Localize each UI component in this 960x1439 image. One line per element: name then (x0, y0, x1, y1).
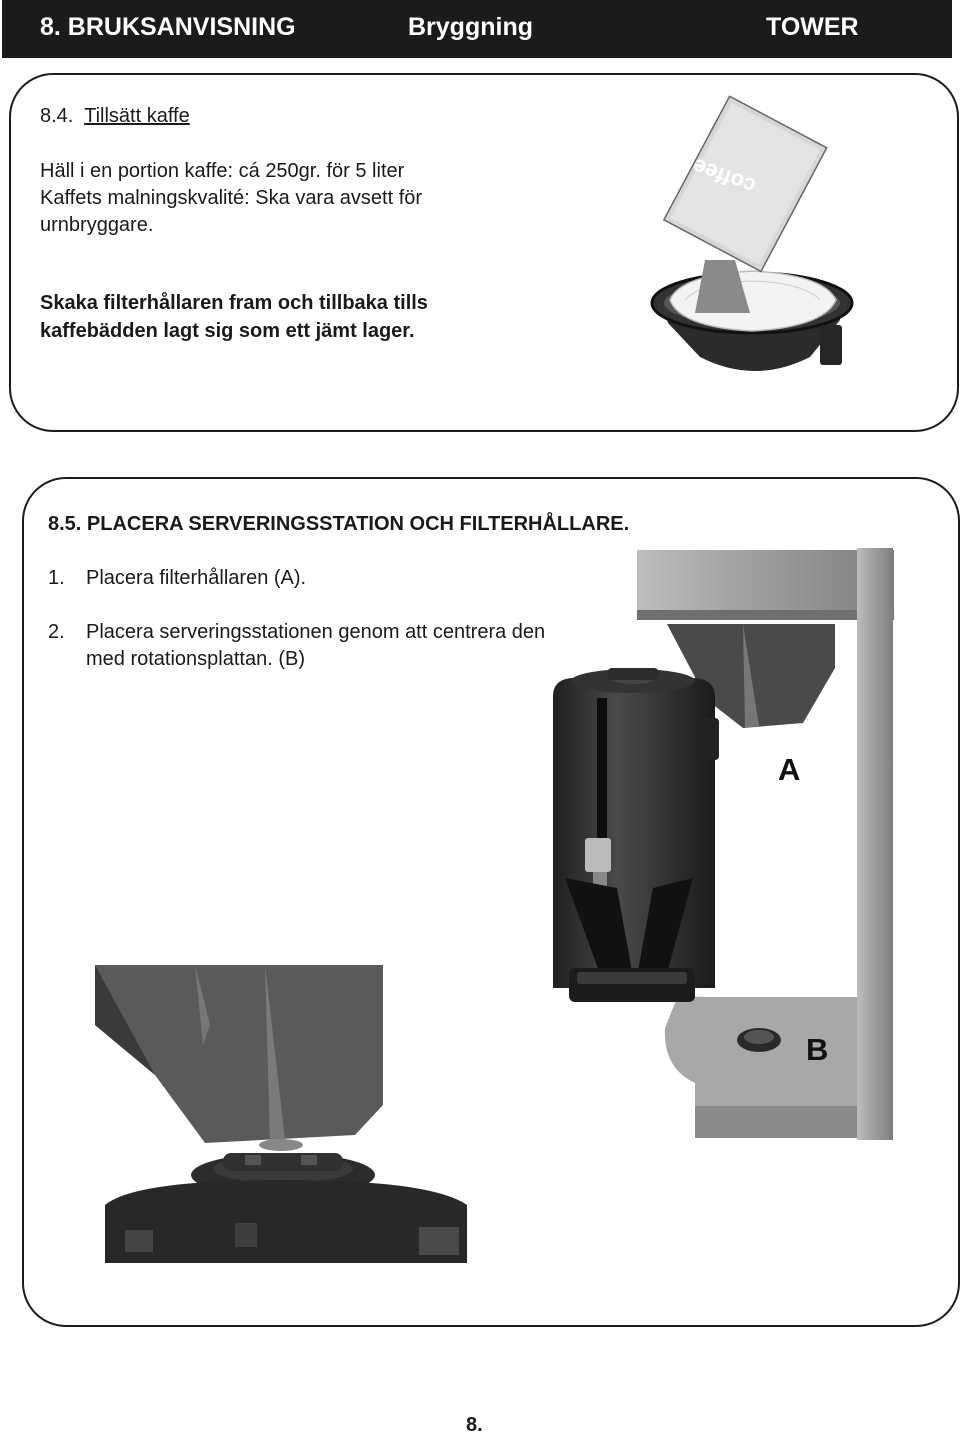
page-number: 8. (466, 1414, 483, 1436)
instruction-line-3: urnbryggare. (40, 214, 154, 236)
header-section: Bryggning (408, 13, 533, 41)
section-85-title: 8.5. PLACERA SERVERINGSSTATION OCH FILTERHÅLLARE. (48, 513, 630, 535)
label-rotation-plate-b: B (806, 1032, 829, 1067)
coffee-filter-illustration (640, 95, 870, 395)
header-chapter: 8. BRUKSANVISNING (40, 13, 296, 41)
coffee-bag-label: coffee (689, 153, 759, 200)
step-1-text: Placera filterhållaren (A). (86, 567, 307, 589)
step-2-text-line-1: Placera serveringsstationen genom att centrera den (86, 621, 546, 643)
header-brand: TOWER (766, 13, 859, 41)
shake-instruction-1: Skaka filterhållaren fram och tillbaka tills (40, 292, 428, 314)
page-header (2, 0, 952, 58)
shake-instruction-2: kaffebädden lagt sig som ett jämt lager. (40, 320, 415, 342)
instruction-line-2: Kaffets malningskvalité: Ska vara avsett för (40, 187, 423, 209)
instruction-line-1: Häll i en portion kaffe: cá 250gr. för 5 liter (40, 160, 405, 182)
section-84-heading (40, 103, 190, 130)
closeup-funnel-on-urn-illustration (95, 965, 470, 1263)
brewer-and-urn-illustration (545, 548, 895, 1143)
step-2-text-line-2: med rotationsplattan. (B) (86, 648, 305, 670)
section-84-number: 8.4. (40, 105, 74, 127)
label-filter-holder-a: A (778, 752, 801, 787)
step-1-number: 1. (48, 567, 65, 589)
section-84-title: Tillsätt kaffe (84, 105, 190, 127)
step-2-number: 2. (48, 621, 65, 643)
